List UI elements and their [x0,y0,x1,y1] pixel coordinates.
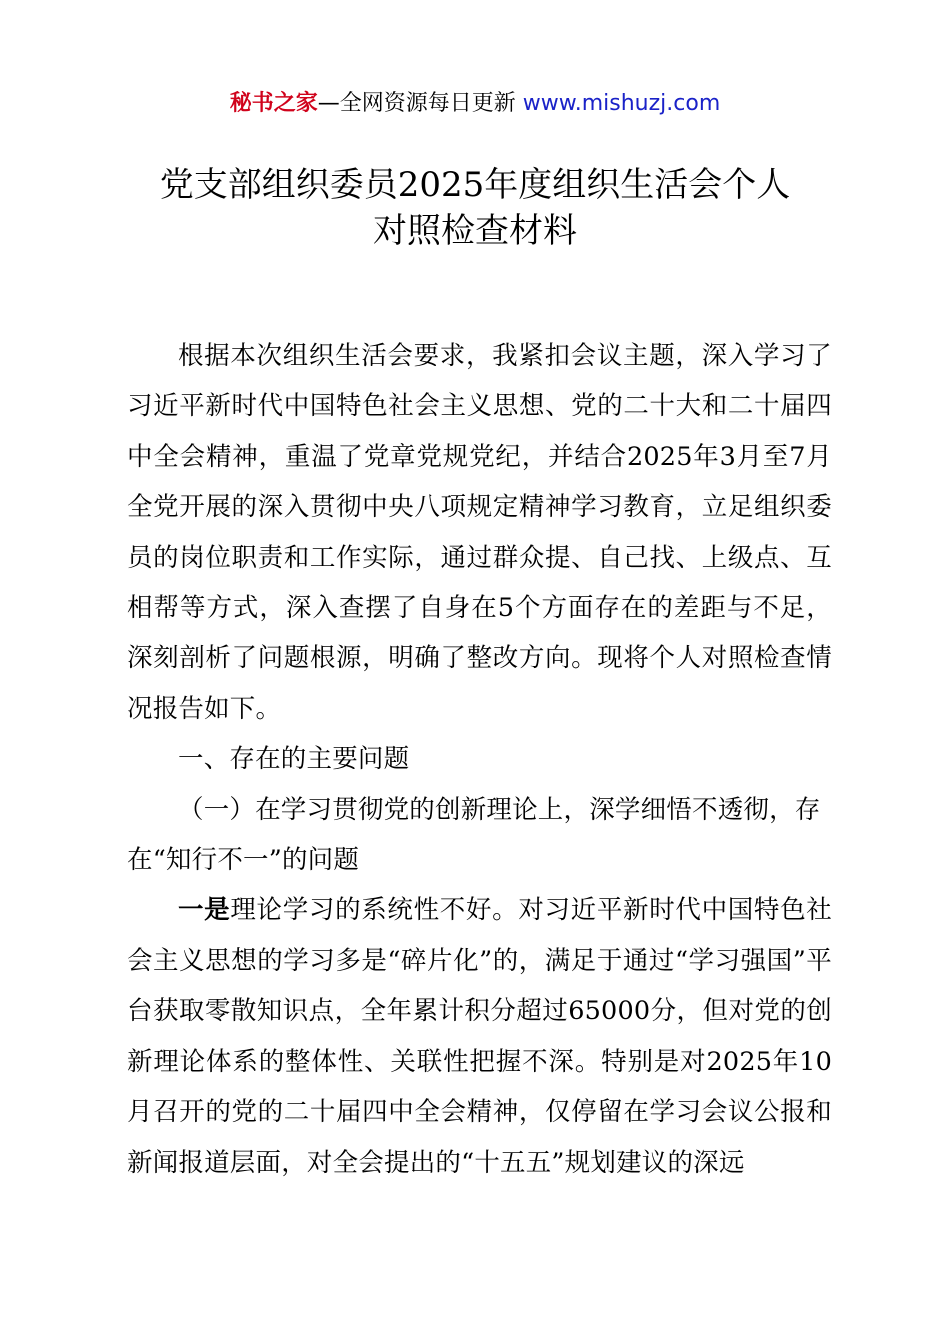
document-body [127,331,832,1188]
site-url-link[interactable]: www.mishuzj.com [522,91,721,116]
point-lead: 一是 [178,895,231,926]
site-slogan: —全网资源每日更新 [317,91,523,116]
intro-paragraph: 根据本次组织生活会要求，我紧扣会议主题，深入学习了习近平新时代中国特色社会主义思想、党的二十大和二十届四中全会精神，重温了党章党规党纪，并结合2025年3月至7月全党开展的深入贯彻中央八项规定精神学习教育，立足组织委员的岗位职责和工作实际，通过群众提、自己找、上级点、互相帮等方式，深入查摆了自身在5个方面存在的差距与不足，深刻剖析了问题根源，明确了整改方向。现将个人对照检查情况报告如下。 [127,341,832,724]
title-line-1: 党支部组织委员2025年度组织生活会个人 [159,165,791,205]
document-title [125,162,825,254]
subsection-heading: （一）在学习贯彻党的创新理论上，深学细悟不透彻，存在“知行不一”的问题 [127,794,821,876]
section-heading: 一、存在的主要问题 [178,744,410,775]
title-line-2: 对照检查材料 [373,211,577,251]
site-header [0,88,950,120]
site-brand: 秘书之家 [229,91,318,116]
point-paragraph [127,885,832,1187]
point-text: 理论学习的系统性不好。对习近平新时代中国特色社会主义思想的学习多是“碎片化”的，满足于通过“学习强国”平台获取零散知识点，全年累计积分超过65000分，但对党的创新理论体系的整体性、关联性把握不深。特别是对2025年10月召开的党的二十届四中全会精神，仅停留在学习会议公报和新闻报道层面，对全会提出的“十五五”规划建议的深远 [127,895,832,1178]
